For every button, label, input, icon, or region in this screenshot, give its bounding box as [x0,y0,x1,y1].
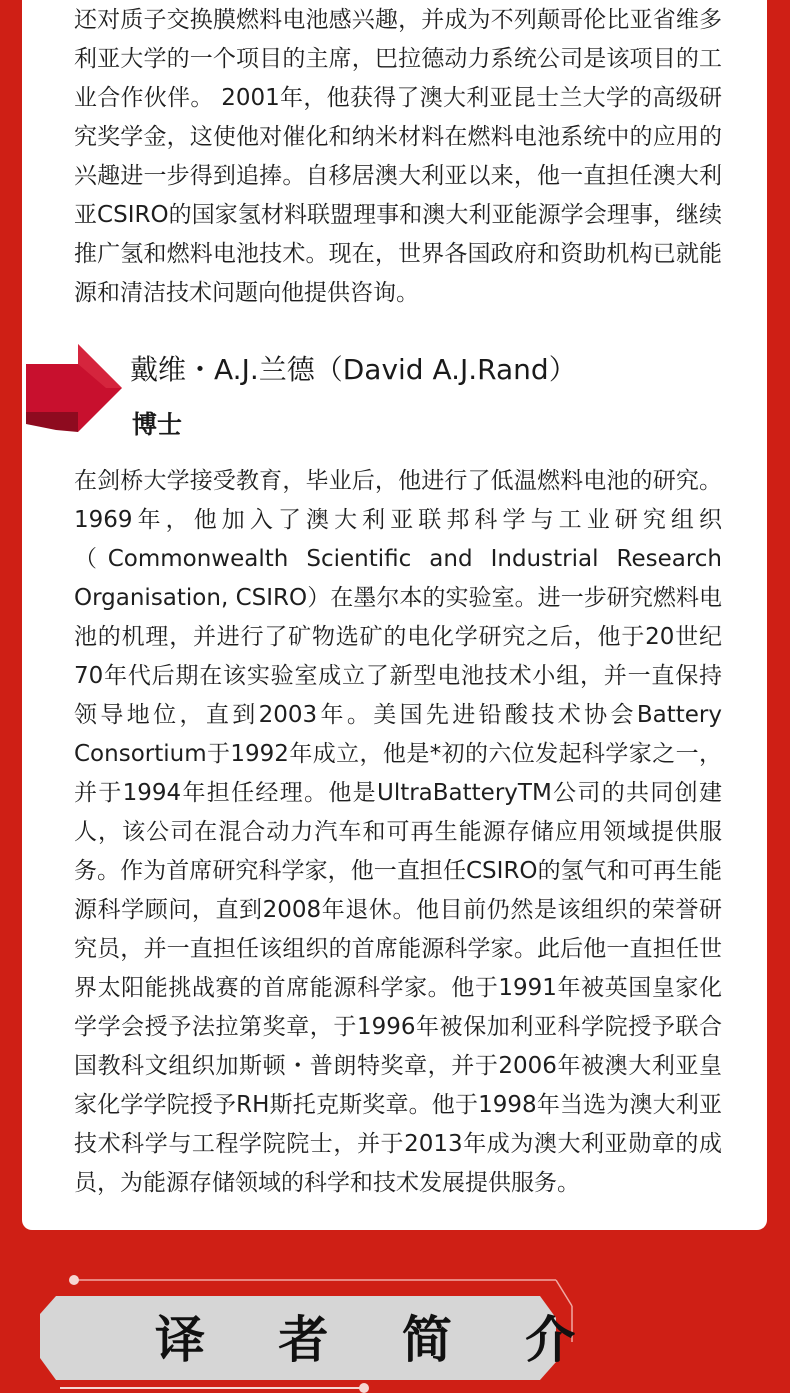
red-arrow-icon [26,344,122,432]
person-bio: 在剑桥大学接受教育，毕业后，他进行了低温燃料电池的研究。1969年，他加入了澳大利亚联邦科学与工业研究组织（Commonwealth Scientific and Industrial Research Organisation, CSIRO）在墨尔本的实验室。进一步研究燃料电池的机理，并进行了矿物选矿的电化学研究之后，他于20世纪70年代后期在该实验室成立了新型电池技术小组，并一直保持领导地位，直到2003年。美国先进铅酸技术协会Battery Consortium于1992年成立，他是*初的六位发起科学家之一，并于1994年担任经理。他是UltraBatteryTM公司的共同创建人，该公司在混合动力汽车和可再生能源存储应用领域提供服务。作为首席研究科学家，他一直担任CSIRO的氢气和可再生能源科学顾问，直到2008年退休。他目前仍然是该组织的荣誉研究员，并一直担任该组织的首席能源科学家。此后他一直担任世界太阳能挑战赛的首席能源科学家。他于1991年被英国皇家化学学会授予法拉第奖章，于1996年被保加利亚科学院授予联合国教科文组织加斯顿・普朗特奖章，并于2006年被澳大利亚皇家化学学院授予RH斯托克斯奖章。他于1998年当选为澳大利亚技术科学与工程学院院士，并于2013年成为澳大利亚勋章的成员，为能源存储领域的科学和技术发展提供服务。 [74,468,722,1196]
person-name: 戴维・A.J.兰德（David A.J.Rand） [130,353,577,386]
intro-paragraph: 还对质子交换膜燃料电池感兴趣，并成为不列颠哥伦比亚省维多利亚大学的一个项目的主席，巴拉德动力系统公司是该项目的工业合作伙伴。 2001年，他获得了澳大利亚昆士兰大学的高级研究奖学金，这使他对催化和纳米材料在燃料电池系统中的应用的兴趣进一步得到追捧。自移居澳大利亚以来，他一直担任澳大利亚CSIRO的国家氢材料联盟理事和澳大利亚能源学会理事，继续推广氢和燃料电池技术。现在，世界各国政府和资助机构已就能源和清洁技术问题向他提供咨询。 [74,7,722,306]
person-title: 博士 [132,410,183,439]
section-banner-title: 译 者 简 介 [155,1311,604,1369]
